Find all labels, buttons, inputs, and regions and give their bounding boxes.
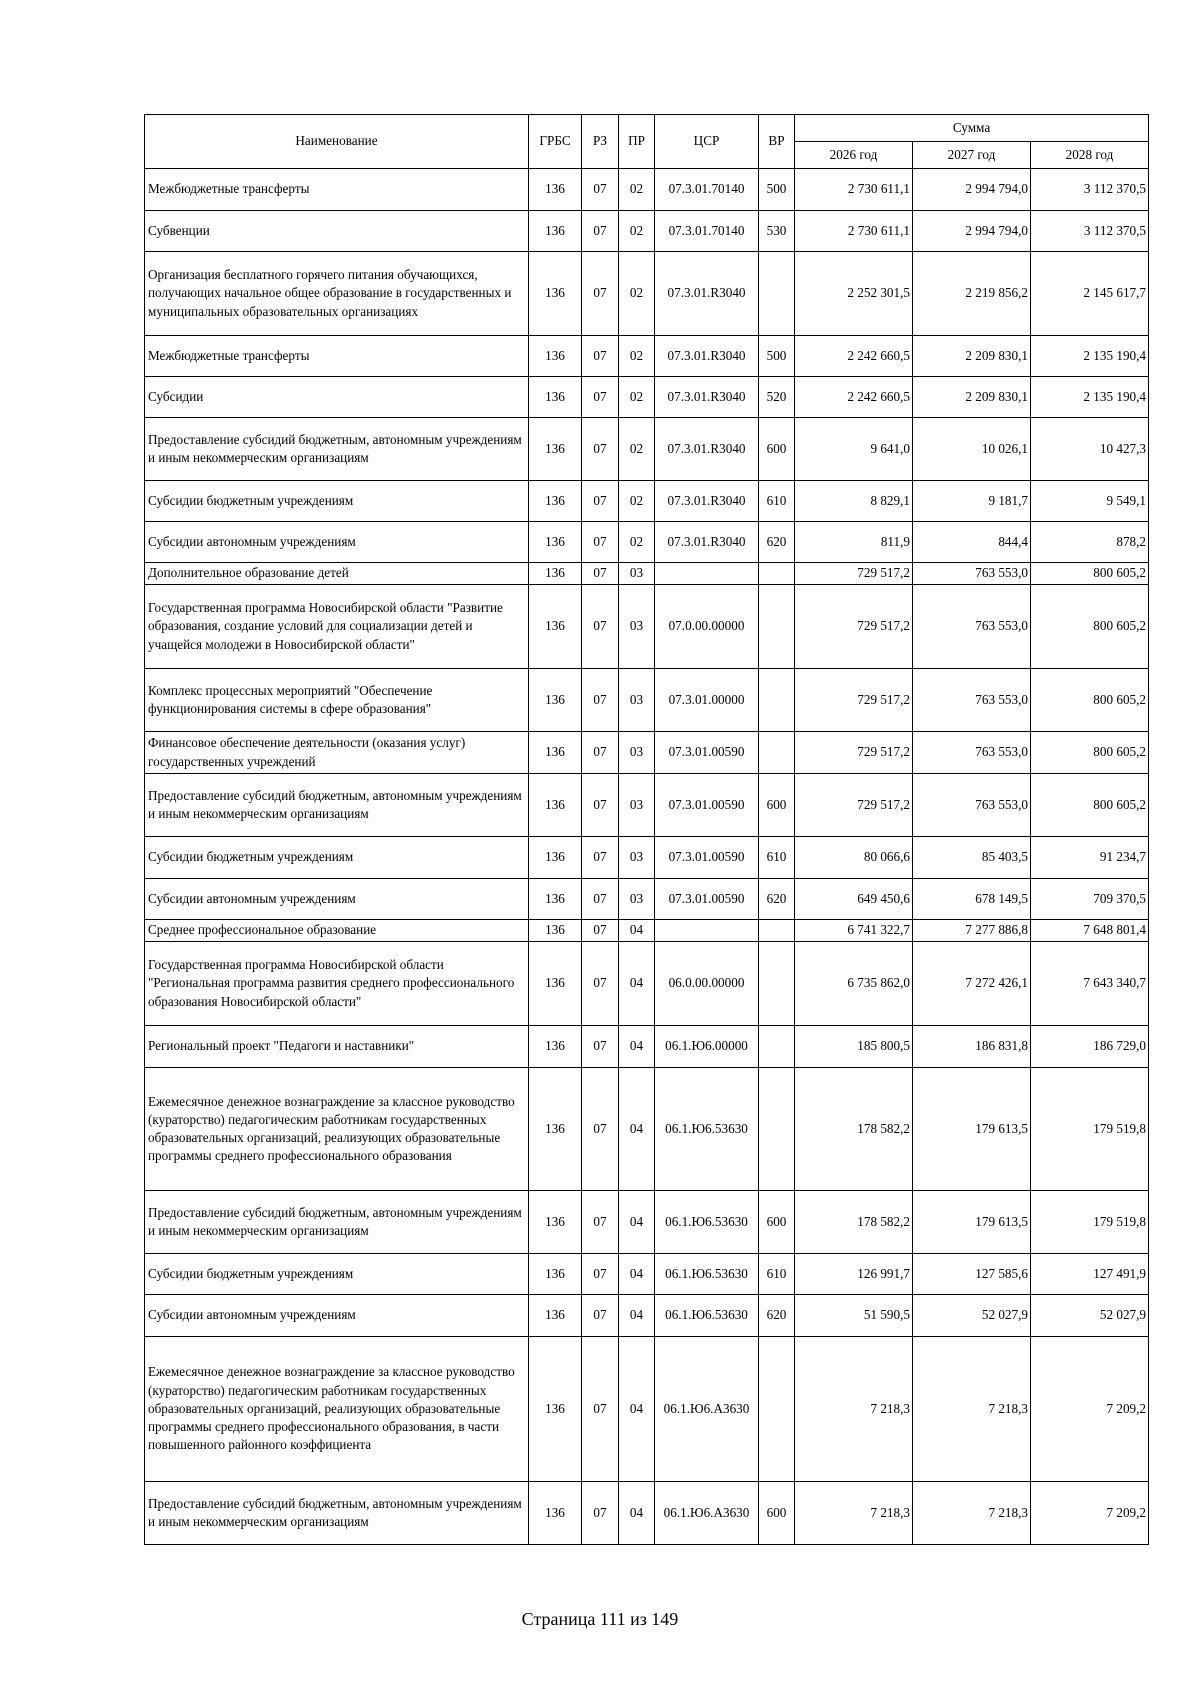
cell-name: Субсидии автономным учреждениям — [145, 522, 529, 563]
cell-sum-2028: 878,2 — [1031, 522, 1149, 563]
cell-csr: 07.3.01.R3040 — [655, 252, 759, 336]
table-row — [145, 377, 1149, 418]
cell-sum-2027: 763 553,0 — [913, 585, 1031, 669]
cell-vr: 600 — [759, 1482, 795, 1545]
cell-sum-2027: 2 209 830,1 — [913, 377, 1031, 418]
cell-sum-2027: 678 149,5 — [913, 879, 1031, 920]
cell-sum-2026: 2 242 660,5 — [795, 336, 913, 377]
table-row — [145, 585, 1149, 669]
cell-rz: 07 — [582, 1482, 619, 1545]
cell-name: Предоставление субсидий бюджетным, автономным учреждениям и иным некоммерческим организациям — [145, 1191, 529, 1254]
cell-pr: 02 — [619, 481, 655, 522]
cell-sum-2026: 178 582,2 — [795, 1068, 913, 1191]
cell-sum-2027: 186 831,8 — [913, 1026, 1031, 1068]
cell-csr: 07.3.01.R3040 — [655, 377, 759, 418]
cell-sum-2028: 186 729,0 — [1031, 1026, 1149, 1068]
cell-csr: 07.3.01.00590 — [655, 774, 759, 837]
cell-csr: 07.0.00.00000 — [655, 585, 759, 669]
table-row — [145, 732, 1149, 774]
cell-pr: 02 — [619, 336, 655, 377]
cell-csr: 07.3.01.00590 — [655, 879, 759, 920]
cell-pr: 03 — [619, 837, 655, 879]
cell-sum-2026: 178 582,2 — [795, 1191, 913, 1254]
cell-name: Государственная программа Новосибирской области "Региональная программа развития среднего профессионального образования Новосибирской области" — [145, 942, 529, 1026]
cell-name: Финансовое обеспечение деятельности (оказания услуг) государственных учреждений — [145, 732, 529, 774]
cell-sum-2028: 800 605,2 — [1031, 585, 1149, 669]
cell-sum-2028: 7 648 801,4 — [1031, 920, 1149, 942]
table-row — [145, 1482, 1149, 1545]
cell-rz: 07 — [582, 211, 619, 252]
cell-rz: 07 — [582, 252, 619, 336]
cell-sum-2027: 763 553,0 — [913, 669, 1031, 732]
table-header — [145, 115, 1149, 169]
cell-rz: 07 — [582, 1068, 619, 1191]
cell-grbs: 136 — [529, 879, 582, 920]
cell-rz: 07 — [582, 522, 619, 563]
cell-name: Организация бесплатного горячего питания обучающихся, получающих начальное общее образование в государственных и муниципальных образовательных организациях — [145, 252, 529, 336]
cell-csr: 06.1.Ю6.53630 — [655, 1191, 759, 1254]
cell-csr: 07.3.01.R3040 — [655, 481, 759, 522]
cell-csr: 07.3.01.00590 — [655, 837, 759, 879]
cell-sum-2027: 7 272 426,1 — [913, 942, 1031, 1026]
table-row — [145, 563, 1149, 585]
header-pr: ПР — [619, 115, 655, 169]
header-year-2028: 2028 год — [1031, 142, 1149, 169]
cell-pr: 04 — [619, 1254, 655, 1295]
cell-grbs: 136 — [529, 732, 582, 774]
cell-vr — [759, 585, 795, 669]
cell-vr: 530 — [759, 211, 795, 252]
cell-sum-2026: 729 517,2 — [795, 774, 913, 837]
cell-name: Предоставление субсидий бюджетным, автономным учреждениям и иным некоммерческим организациям — [145, 774, 529, 837]
cell-vr: 600 — [759, 418, 795, 481]
cell-sum-2027: 2 209 830,1 — [913, 336, 1031, 377]
cell-grbs: 136 — [529, 169, 582, 211]
cell-rz: 07 — [582, 774, 619, 837]
table-row — [145, 252, 1149, 336]
table-row — [145, 418, 1149, 481]
cell-name: Субсидии автономным учреждениям — [145, 1295, 529, 1337]
cell-pr: 04 — [619, 1191, 655, 1254]
table-row — [145, 1295, 1149, 1337]
cell-vr — [759, 732, 795, 774]
cell-sum-2027: 127 585,6 — [913, 1254, 1031, 1295]
cell-sum-2027: 179 613,5 — [913, 1068, 1031, 1191]
cell-sum-2026: 9 641,0 — [795, 418, 913, 481]
header-csr: ЦСР — [655, 115, 759, 169]
cell-sum-2027: 52 027,9 — [913, 1295, 1031, 1337]
cell-name: Субсидии бюджетным учреждениям — [145, 481, 529, 522]
cell-sum-2028: 800 605,2 — [1031, 732, 1149, 774]
cell-sum-2026: 649 450,6 — [795, 879, 913, 920]
cell-sum-2026: 7 218,3 — [795, 1482, 913, 1545]
header-vr: ВР — [759, 115, 795, 169]
cell-grbs: 136 — [529, 1295, 582, 1337]
cell-sum-2028: 91 234,7 — [1031, 837, 1149, 879]
table-row — [145, 837, 1149, 879]
cell-name: Межбюджетные трансферты — [145, 169, 529, 211]
cell-sum-2027: 2 994 794,0 — [913, 211, 1031, 252]
header-sum: Сумма — [795, 115, 1149, 142]
cell-pr: 03 — [619, 585, 655, 669]
cell-sum-2028: 800 605,2 — [1031, 669, 1149, 732]
cell-sum-2026: 2 730 611,1 — [795, 169, 913, 211]
cell-sum-2026: 126 991,7 — [795, 1254, 913, 1295]
cell-rz: 07 — [582, 1254, 619, 1295]
header-year-2027: 2027 год — [913, 142, 1031, 169]
cell-vr — [759, 920, 795, 942]
cell-pr: 03 — [619, 563, 655, 585]
cell-grbs: 136 — [529, 211, 582, 252]
cell-sum-2028: 127 491,9 — [1031, 1254, 1149, 1295]
cell-vr: 500 — [759, 169, 795, 211]
cell-name: Субсидии бюджетным учреждениям — [145, 837, 529, 879]
cell-pr: 04 — [619, 1482, 655, 1545]
header-name: Наименование — [145, 115, 529, 169]
cell-rz: 07 — [582, 669, 619, 732]
cell-vr: 620 — [759, 522, 795, 563]
cell-grbs: 136 — [529, 774, 582, 837]
cell-sum-2028: 709 370,5 — [1031, 879, 1149, 920]
cell-grbs: 136 — [529, 1337, 582, 1482]
cell-name: Межбюджетные трансферты — [145, 336, 529, 377]
cell-sum-2028: 179 519,8 — [1031, 1191, 1149, 1254]
cell-rz: 07 — [582, 585, 619, 669]
table-row — [145, 1191, 1149, 1254]
table-body — [145, 169, 1149, 1545]
cell-rz: 07 — [582, 169, 619, 211]
cell-pr: 03 — [619, 879, 655, 920]
cell-sum-2028: 2 135 190,4 — [1031, 336, 1149, 377]
cell-vr — [759, 252, 795, 336]
cell-rz: 07 — [582, 732, 619, 774]
table-row — [145, 1337, 1149, 1482]
table-row — [145, 942, 1149, 1026]
header-rz: РЗ — [582, 115, 619, 169]
table-row — [145, 774, 1149, 837]
cell-rz: 07 — [582, 1026, 619, 1068]
cell-sum-2027: 85 403,5 — [913, 837, 1031, 879]
table-row — [145, 1068, 1149, 1191]
cell-csr: 07.3.01.70140 — [655, 211, 759, 252]
cell-sum-2027: 7 218,3 — [913, 1337, 1031, 1482]
cell-vr: 600 — [759, 1191, 795, 1254]
cell-grbs: 136 — [529, 585, 582, 669]
cell-grbs: 136 — [529, 481, 582, 522]
cell-sum-2026: 729 517,2 — [795, 585, 913, 669]
table-row — [145, 1254, 1149, 1295]
cell-name: Субсидии бюджетным учреждениям — [145, 1254, 529, 1295]
cell-csr: 06.1.Ю6.53630 — [655, 1254, 759, 1295]
cell-sum-2028: 7 643 340,7 — [1031, 942, 1149, 1026]
cell-sum-2026: 2 242 660,5 — [795, 377, 913, 418]
cell-sum-2026: 51 590,5 — [795, 1295, 913, 1337]
cell-sum-2028: 52 027,9 — [1031, 1295, 1149, 1337]
cell-grbs: 136 — [529, 1026, 582, 1068]
cell-grbs: 136 — [529, 669, 582, 732]
cell-grbs: 136 — [529, 1068, 582, 1191]
budget-table — [144, 114, 1149, 1545]
cell-sum-2026: 8 829,1 — [795, 481, 913, 522]
cell-pr: 04 — [619, 1068, 655, 1191]
cell-sum-2027: 763 553,0 — [913, 774, 1031, 837]
cell-name: Ежемесячное денежное вознаграждение за классное руководство (кураторство) педагогическим работникам государственных образовательных организаций, реализующих образовательные программы среднего профессионального образования — [145, 1068, 529, 1191]
cell-sum-2027: 7 218,3 — [913, 1482, 1031, 1545]
cell-sum-2028: 2 135 190,4 — [1031, 377, 1149, 418]
cell-grbs: 136 — [529, 1254, 582, 1295]
table-row — [145, 336, 1149, 377]
cell-pr: 04 — [619, 920, 655, 942]
cell-sum-2026: 185 800,5 — [795, 1026, 913, 1068]
cell-sum-2027: 763 553,0 — [913, 732, 1031, 774]
table-row — [145, 920, 1149, 942]
cell-sum-2028: 179 519,8 — [1031, 1068, 1149, 1191]
cell-name: Субвенции — [145, 211, 529, 252]
cell-name: Предоставление субсидий бюджетным, автономным учреждениям и иным некоммерческим организациям — [145, 418, 529, 481]
cell-sum-2028: 7 209,2 — [1031, 1482, 1149, 1545]
header-grbs: ГРБС — [529, 115, 582, 169]
page-number: Страница 111 из 149 — [521, 1609, 679, 1629]
cell-grbs: 136 — [529, 418, 582, 481]
cell-vr — [759, 563, 795, 585]
cell-rz: 07 — [582, 837, 619, 879]
table-row — [145, 481, 1149, 522]
cell-rz: 07 — [582, 942, 619, 1026]
header-year-2026: 2026 год — [795, 142, 913, 169]
cell-csr: 06.1.Ю6.53630 — [655, 1295, 759, 1337]
cell-vr — [759, 1026, 795, 1068]
cell-pr: 04 — [619, 1337, 655, 1482]
cell-sum-2026: 729 517,2 — [795, 563, 913, 585]
cell-grbs: 136 — [529, 837, 582, 879]
cell-pr: 02 — [619, 169, 655, 211]
cell-csr: 07.3.01.70140 — [655, 169, 759, 211]
cell-grbs: 136 — [529, 563, 582, 585]
cell-sum-2026: 6 741 322,7 — [795, 920, 913, 942]
table-row — [145, 879, 1149, 920]
cell-csr: 07.3.01.R3040 — [655, 418, 759, 481]
cell-vr: 610 — [759, 837, 795, 879]
cell-rz: 07 — [582, 879, 619, 920]
cell-grbs: 136 — [529, 1191, 582, 1254]
cell-sum-2028: 800 605,2 — [1031, 563, 1149, 585]
cell-csr: 07.3.01.00000 — [655, 669, 759, 732]
cell-sum-2027: 9 181,7 — [913, 481, 1031, 522]
cell-rz: 07 — [582, 1295, 619, 1337]
cell-csr: 07.3.01.R3040 — [655, 336, 759, 377]
cell-grbs: 136 — [529, 1482, 582, 1545]
cell-pr: 03 — [619, 669, 655, 732]
cell-grbs: 136 — [529, 252, 582, 336]
cell-csr: 06.1.Ю6.А3630 — [655, 1337, 759, 1482]
budget-table-sheet — [144, 114, 1148, 1545]
cell-vr: 600 — [759, 774, 795, 837]
cell-rz: 07 — [582, 920, 619, 942]
cell-vr: 610 — [759, 1254, 795, 1295]
cell-name: Субсидии автономным учреждениям — [145, 879, 529, 920]
cell-sum-2028: 7 209,2 — [1031, 1337, 1149, 1482]
cell-rz: 07 — [582, 1191, 619, 1254]
cell-sum-2026: 6 735 862,0 — [795, 942, 913, 1026]
cell-sum-2026: 2 730 611,1 — [795, 211, 913, 252]
cell-pr: 02 — [619, 377, 655, 418]
cell-rz: 07 — [582, 1337, 619, 1482]
cell-sum-2026: 729 517,2 — [795, 732, 913, 774]
cell-grbs: 136 — [529, 942, 582, 1026]
cell-csr: 07.3.01.00590 — [655, 732, 759, 774]
cell-pr: 04 — [619, 942, 655, 1026]
cell-pr: 02 — [619, 522, 655, 563]
cell-grbs: 136 — [529, 522, 582, 563]
cell-rz: 07 — [582, 418, 619, 481]
cell-csr: 06.1.Ю6.00000 — [655, 1026, 759, 1068]
cell-name: Среднее профессиональное образование — [145, 920, 529, 942]
cell-sum-2027: 2 994 794,0 — [913, 169, 1031, 211]
cell-vr — [759, 1337, 795, 1482]
cell-sum-2027: 10 026,1 — [913, 418, 1031, 481]
cell-rz: 07 — [582, 481, 619, 522]
cell-pr: 04 — [619, 1295, 655, 1337]
cell-sum-2026: 811,9 — [795, 522, 913, 563]
cell-vr — [759, 942, 795, 1026]
cell-sum-2028: 800 605,2 — [1031, 774, 1149, 837]
cell-csr: 07.3.01.R3040 — [655, 522, 759, 563]
cell-grbs: 136 — [529, 920, 582, 942]
cell-sum-2027: 179 613,5 — [913, 1191, 1031, 1254]
cell-vr — [759, 669, 795, 732]
cell-name: Ежемесячное денежное вознаграждение за классное руководство (кураторство) педагогическим работникам государственных образовательных организаций, реализующих образовательные программы среднего профессионального образования, в части повышенного районного коэффициента — [145, 1337, 529, 1482]
cell-sum-2026: 80 066,6 — [795, 837, 913, 879]
table-row — [145, 522, 1149, 563]
cell-name: Государственная программа Новосибирской области "Развитие образования, создание условий для социализации детей и учащейся молодежи в Новосибирской области" — [145, 585, 529, 669]
cell-sum-2026: 729 517,2 — [795, 669, 913, 732]
cell-name: Дополнительное образование детей — [145, 563, 529, 585]
table-row — [145, 211, 1149, 252]
cell-rz: 07 — [582, 377, 619, 418]
cell-vr: 610 — [759, 481, 795, 522]
cell-sum-2026: 7 218,3 — [795, 1337, 913, 1482]
cell-pr: 04 — [619, 1026, 655, 1068]
cell-vr: 520 — [759, 377, 795, 418]
cell-csr: 06.0.00.00000 — [655, 942, 759, 1026]
cell-pr: 02 — [619, 252, 655, 336]
cell-sum-2027: 844,4 — [913, 522, 1031, 563]
cell-sum-2028: 3 112 370,5 — [1031, 211, 1149, 252]
cell-grbs: 136 — [529, 377, 582, 418]
table-row — [145, 1026, 1149, 1068]
cell-csr: 06.1.Ю6.А3630 — [655, 1482, 759, 1545]
cell-sum-2028: 9 549,1 — [1031, 481, 1149, 522]
cell-csr — [655, 563, 759, 585]
cell-pr: 02 — [619, 211, 655, 252]
cell-sum-2027: 2 219 856,2 — [913, 252, 1031, 336]
cell-name: Комплекс процессных мероприятий "Обеспечение функционирования системы в сфере образования" — [145, 669, 529, 732]
cell-sum-2028: 3 112 370,5 — [1031, 169, 1149, 211]
cell-vr: 620 — [759, 1295, 795, 1337]
cell-rz: 07 — [582, 563, 619, 585]
cell-grbs: 136 — [529, 336, 582, 377]
cell-rz: 07 — [582, 336, 619, 377]
cell-name: Субсидии — [145, 377, 529, 418]
cell-csr: 06.1.Ю6.53630 — [655, 1068, 759, 1191]
cell-pr: 03 — [619, 732, 655, 774]
table-row — [145, 669, 1149, 732]
cell-vr: 500 — [759, 336, 795, 377]
table-row — [145, 169, 1149, 211]
cell-pr: 03 — [619, 774, 655, 837]
cell-name: Региональный проект "Педагоги и наставники" — [145, 1026, 529, 1068]
cell-name: Предоставление субсидий бюджетным, автономным учреждениям и иным некоммерческим организациям — [145, 1482, 529, 1545]
cell-csr — [655, 920, 759, 942]
cell-sum-2026: 2 252 301,5 — [795, 252, 913, 336]
cell-vr — [759, 1068, 795, 1191]
cell-pr: 02 — [619, 418, 655, 481]
cell-vr: 620 — [759, 879, 795, 920]
cell-sum-2027: 763 553,0 — [913, 563, 1031, 585]
cell-sum-2028: 10 427,3 — [1031, 418, 1149, 481]
cell-sum-2028: 2 145 617,7 — [1031, 252, 1149, 336]
cell-sum-2027: 7 277 886,8 — [913, 920, 1031, 942]
